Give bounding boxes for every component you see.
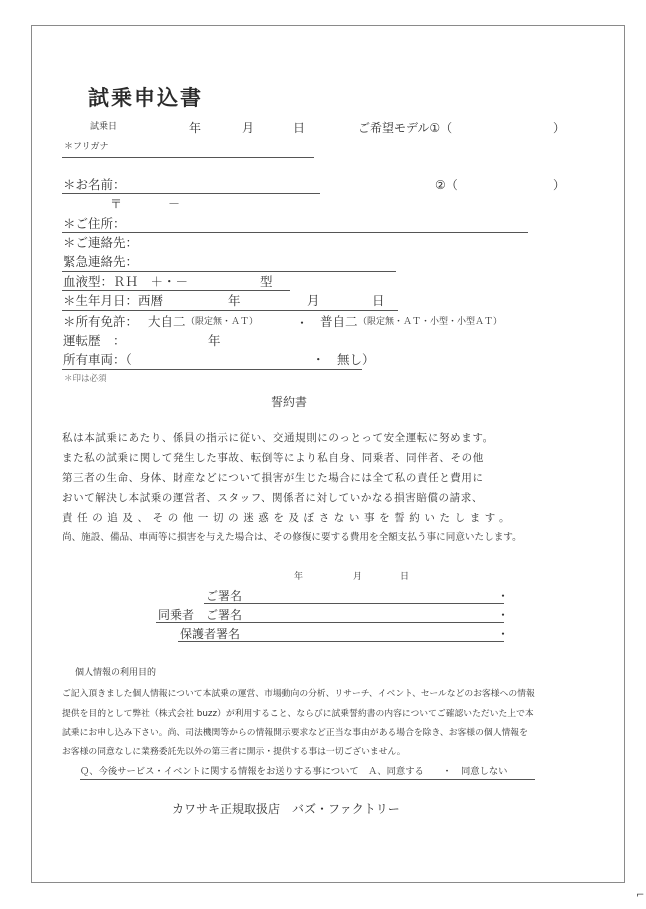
- passenger-signature-line[interactable]: [156, 622, 504, 623]
- birth-date-line[interactable]: [62, 310, 398, 311]
- license-separator: ・: [296, 316, 309, 330]
- preferred-model-2-close: ）: [553, 178, 566, 192]
- signature-end-dot: ・: [497, 589, 510, 603]
- sign-month-unit: 月: [353, 572, 363, 582]
- date-day-unit: 日: [293, 121, 306, 135]
- pledge-line-1: 私は本試乗にあたり、係員の指示に従い、交通規則にのっとって安全運転に努めます。: [62, 432, 494, 444]
- postal-mark: 〒: [110, 197, 123, 211]
- privacy-heading: 個人情報の利用目的: [75, 668, 157, 678]
- pledge-line-4: おいて解決し本試乗の運営者、スタッフ、関係者に対していかなる損害賠償の請求、: [62, 492, 483, 504]
- license-option-standard[interactable]: 普自二: [320, 314, 358, 329]
- birth-date-label: ＊生年月日：西暦: [63, 293, 164, 308]
- license-option-large-note: （限定無・ＡＴ）: [186, 317, 259, 327]
- owned-vehicle-line[interactable]: [62, 369, 362, 370]
- blood-type-suffix: 型: [260, 274, 273, 289]
- blood-type-line[interactable]: [62, 290, 290, 291]
- name-label: ＊お名前：: [63, 177, 126, 192]
- address-label: ＊ご住所：: [63, 216, 126, 231]
- dealer-name: カワサキ正規取扱店 バズ・ファクトリー: [172, 802, 400, 816]
- passenger-end-dot: ・: [497, 608, 510, 622]
- sign-day-unit: 日: [400, 572, 410, 582]
- consent-question[interactable]: Ｑ、今後サービス・イベントに関する情報をお送りする事について Ａ、同意する ・ 同意しない: [80, 766, 508, 777]
- emergency-contact-label: 緊急連絡先：: [63, 254, 139, 269]
- license-label: ＊所有免許：: [63, 314, 139, 329]
- emergency-line[interactable]: [62, 271, 396, 272]
- test-ride-date-label: 試乗日: [90, 122, 118, 132]
- pledge-line-5: 責任の追及、その他一切の迷惑を及ぼさない事を誓約いたします。: [62, 512, 515, 524]
- pledge-line-3: 第三者の生命、身体、財産などについて損害が生じた場合には全て私の責任と費用に: [62, 472, 484, 484]
- privacy-line-4: お客様の同意なしに業務委託先以外の第三者に開示・提供する事は一切ございません。: [62, 747, 406, 757]
- license-option-large[interactable]: 大自二: [148, 314, 186, 329]
- birth-year-unit: 年: [228, 293, 241, 308]
- license-option-standard-note: （限定無・ＡＴ・小型・小型ＡＴ）: [358, 317, 503, 327]
- privacy-line-2: 提供を目的として弊社（株式会社 buzz）が利用すること、ならびに試乗誓約書の内容についてご確認いただいた上で本: [62, 709, 534, 719]
- sign-year-unit: 年: [294, 572, 304, 582]
- name-line[interactable]: [62, 193, 320, 194]
- owned-vehicle-label: 所有車両：（: [63, 352, 132, 367]
- preferred-model-1-close: ）: [553, 121, 566, 135]
- preferred-model-1-label: ご希望モデル①（: [358, 121, 453, 135]
- pledge-line-6: 尚、施設、備品、車両等に損害を与えた場合は、その修復に要する費用を全額支払う事に同意いたします。: [62, 532, 522, 543]
- signature-label: ご署名: [206, 589, 243, 603]
- form-title: 試乗申込書: [88, 86, 203, 110]
- guardian-end-dot: ・: [497, 627, 510, 641]
- required-note: ＊印は必須: [64, 374, 107, 384]
- privacy-line-3: 試乗にお申し込み下さい。尚、司法機関等からの情報開示要求など正当な事由がある場合を除き、お客様の個人情報を: [62, 728, 528, 738]
- blood-type-label: 血液型：ＲＨ ＋・－: [63, 274, 189, 289]
- signature-line[interactable]: [204, 603, 504, 604]
- birth-month-unit: 月: [307, 293, 320, 308]
- consent-question-underline: [80, 779, 535, 780]
- guardian-signature-label: 保護者署名: [180, 627, 241, 641]
- furigana-label: ＊フリガナ: [64, 142, 109, 152]
- birth-day-unit: 日: [372, 293, 385, 308]
- postal-dash: －: [168, 197, 181, 211]
- furigana-line[interactable]: [62, 157, 314, 158]
- privacy-line-1: ご記入頂きました個人情報について本試乗の運営、市場動向の分析、リサーチ、イベント、セールなどのお客様への情報: [62, 689, 535, 699]
- date-year-unit: 年: [189, 121, 202, 135]
- address-line[interactable]: [62, 232, 528, 233]
- pledge-heading: 誓約書: [271, 395, 308, 409]
- owned-vehicle-none[interactable]: ・ 無し）: [312, 352, 375, 367]
- riding-experience-label: 運転歴 ：: [63, 333, 126, 348]
- passenger-signature-label: ご署名: [206, 608, 243, 622]
- passenger-prefix: 同乗者: [158, 608, 195, 622]
- contact-label: ＊ご連絡先：: [63, 235, 139, 250]
- riding-experience-year-unit: 年: [208, 333, 221, 348]
- preferred-model-2-label: ②（: [435, 178, 458, 192]
- guardian-signature-line[interactable]: [178, 641, 504, 642]
- date-month-unit: 月: [242, 121, 255, 135]
- pledge-line-2: また私の試乗に関して発生した事故、転倒等により私自身、同乗者、同伴者、その他: [62, 452, 484, 464]
- corner-mark: ⌐: [636, 890, 645, 901]
